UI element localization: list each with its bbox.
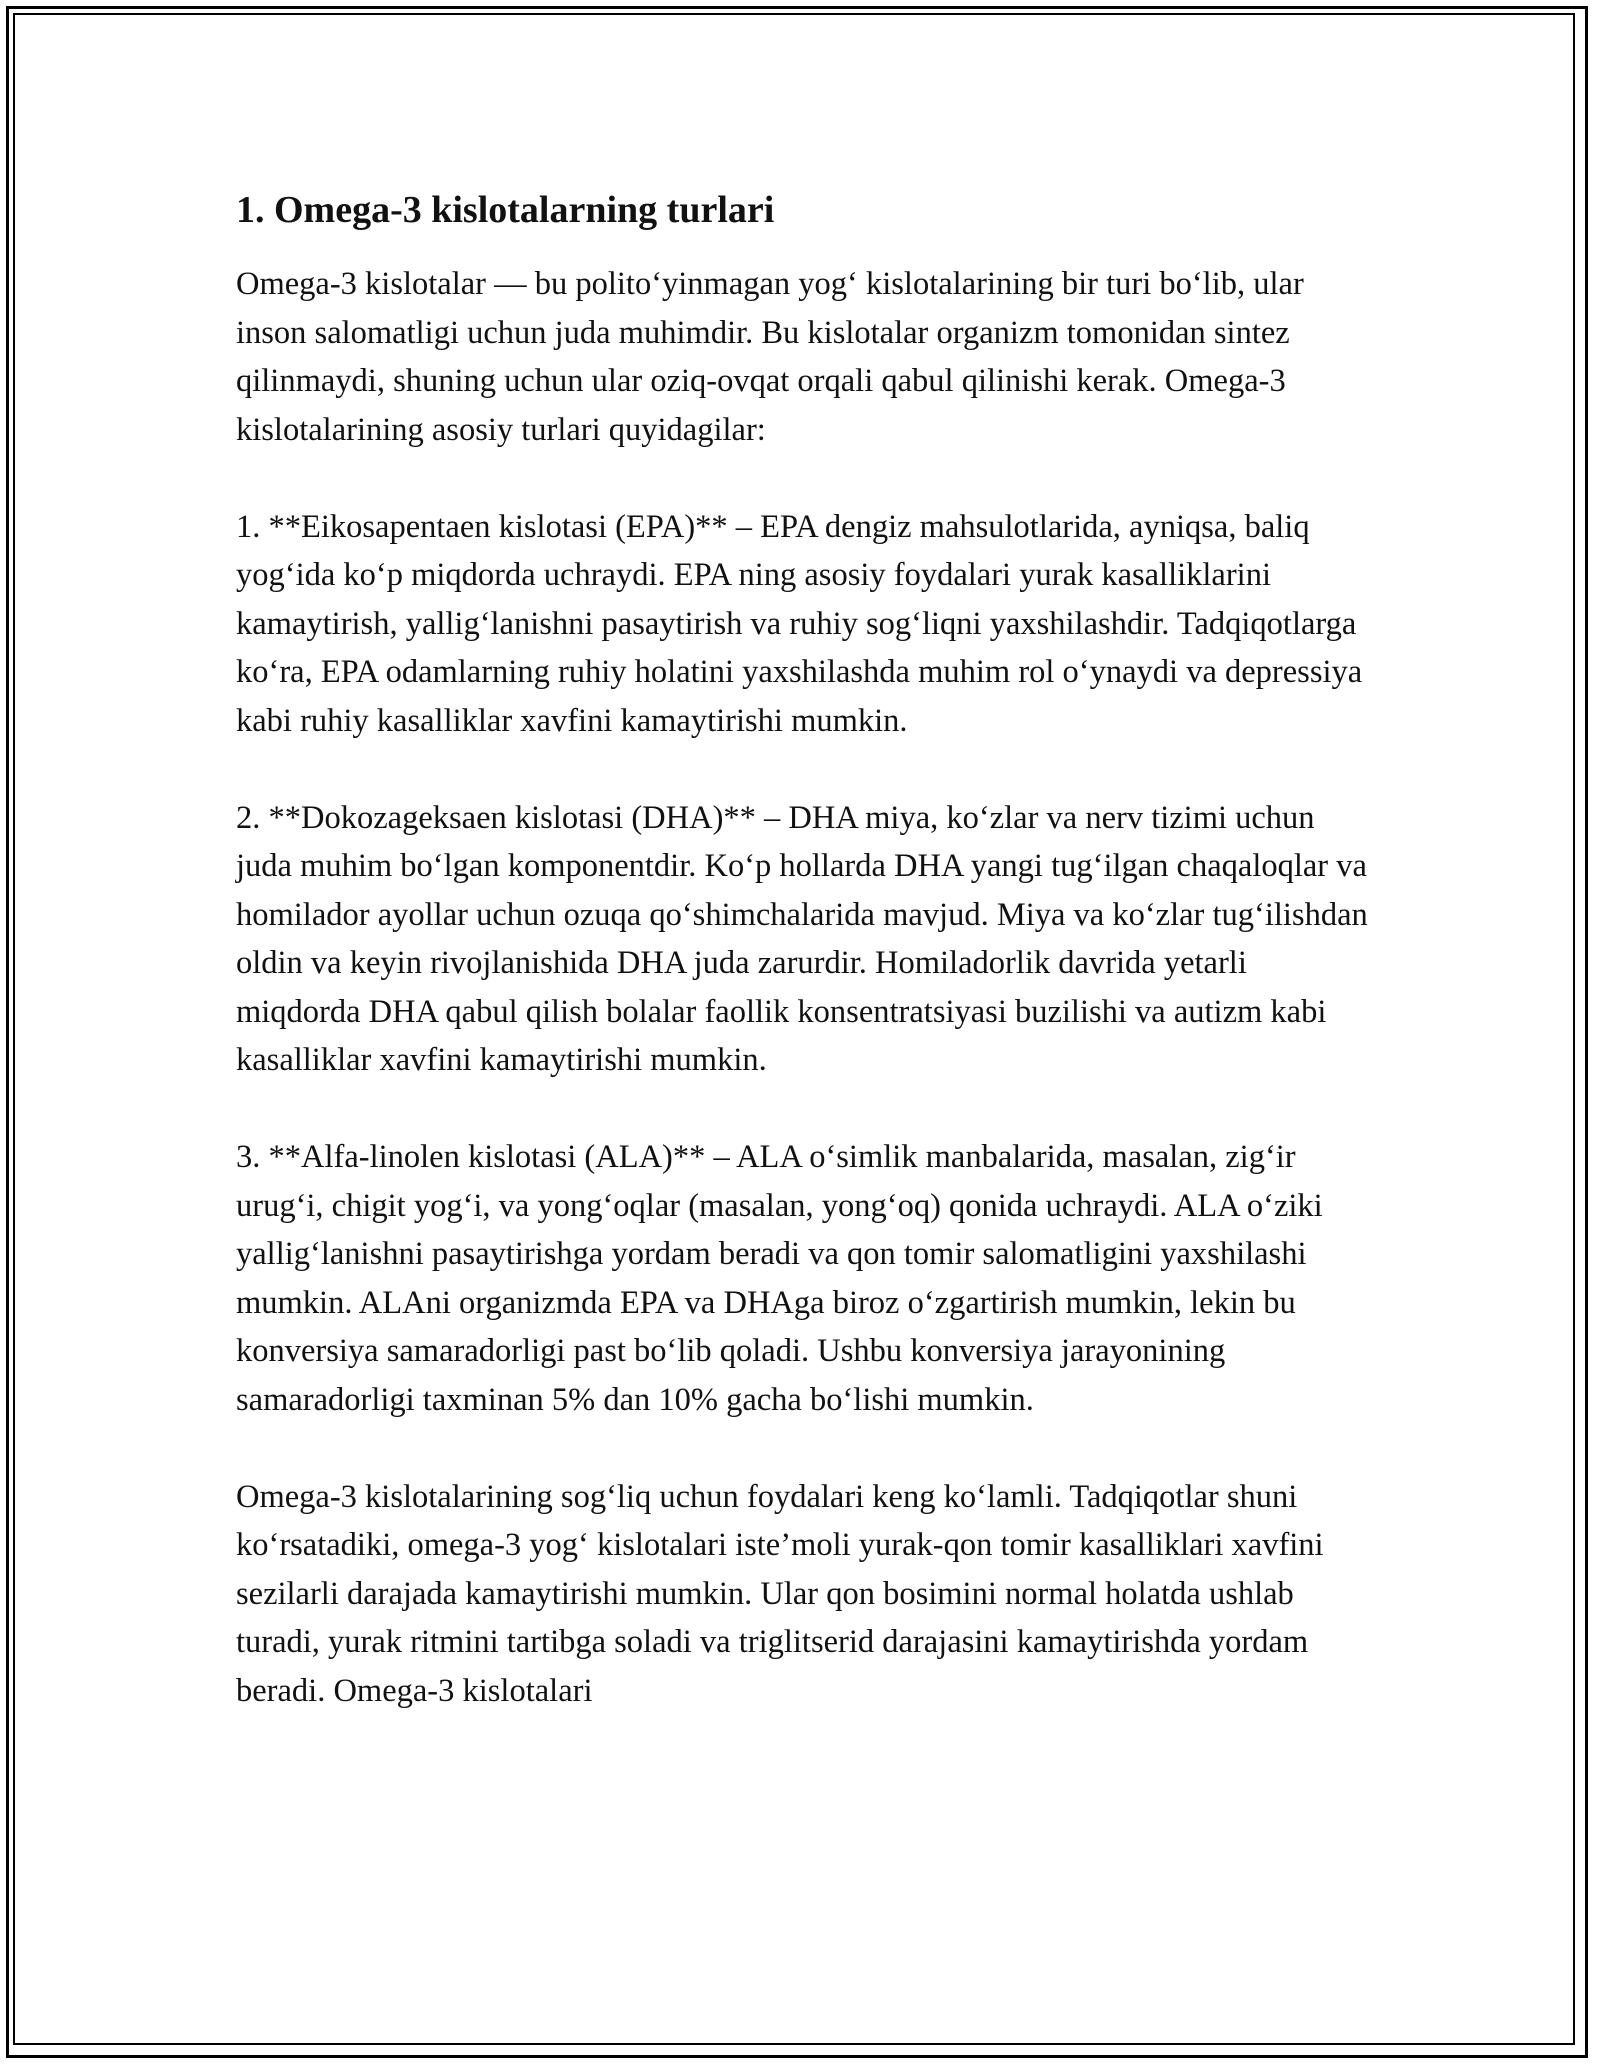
document-body: [236, 186, 1376, 1764]
dha-paragraph: 2. **Dokozageksaen kislotasi (DHA)** – DHA miya, ko‘zlar va nerv tizimi uchun juda muhim bo‘lgan komponentdir. Ko‘p hollarda DHA yangi tug‘ilgan chaqaloqlar va homilador ayollar uchun ozuqa qo‘shimchalarida mavjud. Miya va ko‘zlar tug‘ilishdan oldin va keyin rivojlanishida DHA juda zarurdir. Homiladorlik davrida yetarli miqdorda DHA qabul qilish bolalar faollik konsentratsiyasi buzilishi va autizm kabi kasalliklar xavfini kamaytirishi mumkin.: [236, 799, 1368, 1078]
epa-paragraph: 1. **Eikosapentaen kislotasi (EPA)** – EPA dengiz mahsulotlarida, ayniqsa, baliq yog‘ida ko‘p miqdorda uchraydi. EPA ning asosiy foydalari yurak kasalliklarini kamaytirish, yallig‘lanishni pasaytirish va ruhiy sog‘liqni yaxshilashdir. Tadqiqotlarga ko‘ra, EPA odamlarning ruhiy holatini yaxshilashda muhim rol o‘ynaydi va depressiya kabi ruhiy kasalliklar xavfini kamaytirishi mumkin.: [236, 508, 1363, 739]
document-title: 1. Omega-3 kislotalarning turlari: [236, 189, 775, 231]
ala-paragraph: 3. **Alfa-linolen kislotasi (ALA)** – ALA o‘simlik manbalarida, masalan, zig‘ir urug‘i, chigit yog‘i, va yong‘oqlar (masalan, yong‘oq) qonida uchraydi. ALA o‘ziki yallig‘lanishni pasaytirishga yordam beradi va qon tomir salomatligini yaxshilashi mumkin. ALAni organizmda EPA va DHAga biroz o‘zgartirish mumkin, lekin bu konversiya samaradorligi past bo‘lib qoladi. Ushbu konversiya jarayonining samaradorligi taxminan 5% dan 10% gacha bo‘lishi mumkin.: [236, 1139, 1323, 1418]
benefits-paragraph: Omega-3 kislotalarining sog‘liq uchun foydalari keng ko‘lamli. Tadqiqotlar shuni ko‘rsatadiki, omega-3 yog‘ kislotalari iste’moli yurak-qon tomir kasalliklari xavfini sezilarli darajada kamaytirishi mumkin. Ular qon bosimini normal holatda ushlab turadi, yurak ritmini tartibga soladi va triglitserid darajasini kamaytirishda yordam beradi. Omega-3 kislotalari: [236, 1478, 1324, 1709]
intro-paragraph: Omega-3 kislotalar — bu polito‘yinmagan yog‘ kislotalarining bir turi bo‘lib, ular inson salomatligi uchun juda muhimdir. Bu kislotalar organizm tomonidan sintez qilinmaydi, shuning uchun ular oziq-ovqat orqali qabul qilinishi kerak. Omega-3 kislotalarining asosiy turlari quyidagilar:: [236, 266, 1304, 448]
